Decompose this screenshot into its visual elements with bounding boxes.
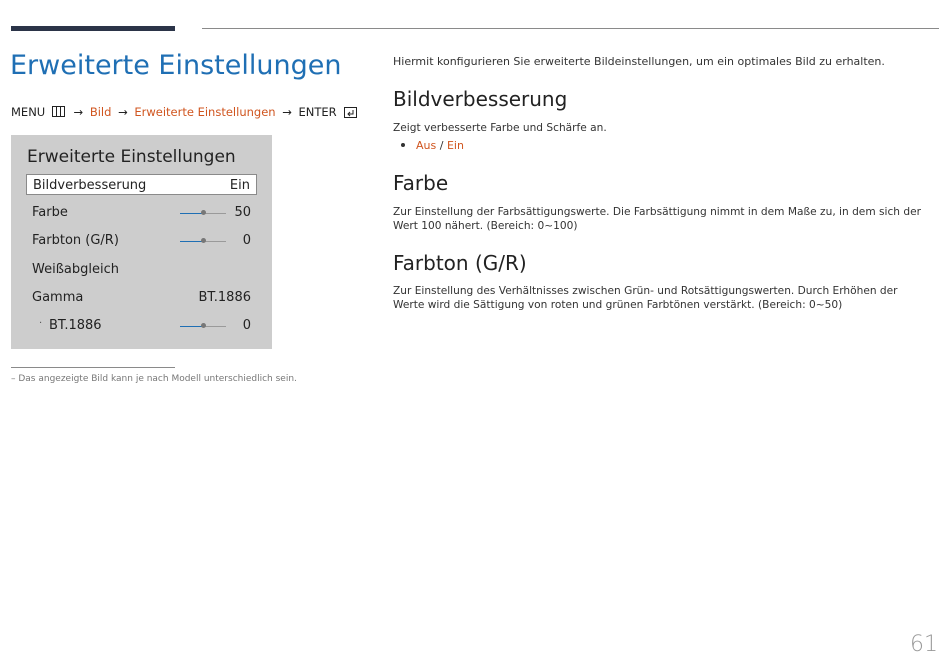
menu-item-erweiterte: Erweiterte Einstellungen	[134, 105, 276, 119]
option-aus: Aus	[416, 139, 437, 152]
section-heading-bildverbesserung: Bildverbesserung	[393, 87, 568, 111]
osd-row-value: BT.1886	[198, 290, 251, 305]
osd-slider[interactable]	[180, 241, 226, 242]
menu-item-bild: Bild	[89, 105, 112, 119]
osd-row-label: Gamma	[32, 290, 84, 305]
header-rule	[202, 28, 939, 29]
osd-slider[interactable]	[180, 326, 226, 327]
option-ein: Ein	[446, 139, 464, 152]
osd-row-value: 0	[242, 233, 251, 248]
osd-slider[interactable]	[180, 213, 226, 214]
osd-row-farbe[interactable]	[26, 202, 257, 223]
osd-row-label: Farbe	[32, 205, 68, 220]
options-list-item	[401, 139, 464, 152]
header-bar	[11, 26, 175, 31]
osd-row-label: Bildverbesserung	[33, 178, 147, 193]
osd-row-label: Farbton (G/R)	[32, 233, 119, 248]
page-number: 61	[910, 632, 938, 657]
intro-text: Hiermit konfigurieren Sie erweiterte Bildeinstellungen, um ein optimales Bild zu erhalten.	[393, 55, 885, 68]
section-heading-farbton: Farbton (G/R)	[393, 251, 527, 275]
osd-menu-panel	[11, 135, 272, 349]
section-text-bildverbesserung: Zeigt verbesserte Farbe und Schärfe an.	[393, 122, 607, 134]
menu-icon	[52, 106, 65, 117]
page-title: Erweiterte Einstellungen	[10, 50, 342, 81]
footnote: – Das angezeigte Bild kann je nach Modell unterschiedlich sein.	[11, 374, 297, 384]
arrow-icon: →	[282, 105, 292, 119]
section-text-farbe: Zur Einstellung der Farbsättigungswerte. Die Farbsättigung nimmt in dem Maße zu, in dem sich der Wert 100 nähert. (Bereich: 0~100)	[393, 206, 921, 232]
osd-title: Erweiterte Einstellungen	[27, 147, 236, 167]
section-heading-farbe: Farbe	[393, 171, 449, 195]
osd-row-value: 0	[242, 318, 251, 333]
osd-row-value: Ein	[229, 178, 250, 193]
osd-row-label: Weißabgleich	[32, 262, 119, 277]
osd-row-gamma[interactable]	[26, 287, 257, 308]
footnote-rule	[11, 367, 175, 368]
menu-path	[11, 105, 358, 119]
osd-row-farbton[interactable]	[26, 230, 257, 251]
enter-icon	[344, 107, 358, 118]
section-text-farbton: Zur Einstellung des Verhältnisses zwischen Grün- und Rotsättigungswerten. Durch Erhöhen der Werte wird die Sättigung von roten und grünen Farbtönen verstärkt. (Bereich: 0~50)	[393, 285, 898, 311]
arrow-icon: →	[118, 105, 128, 119]
osd-row-weissabgleich[interactable]	[26, 259, 257, 280]
bullet-icon	[401, 143, 405, 147]
osd-row-bt1886[interactable]	[26, 315, 257, 336]
menu-label: MENU	[11, 105, 46, 119]
osd-row-value: 50	[234, 205, 251, 220]
osd-row-label: BT.1886	[49, 318, 102, 333]
osd-row-bildverbesserung[interactable]	[26, 174, 257, 195]
sub-item-bullet: ·	[39, 318, 43, 329]
option-separator: /	[436, 139, 447, 152]
enter-label: ENTER	[298, 105, 337, 119]
arrow-icon: →	[73, 105, 84, 119]
